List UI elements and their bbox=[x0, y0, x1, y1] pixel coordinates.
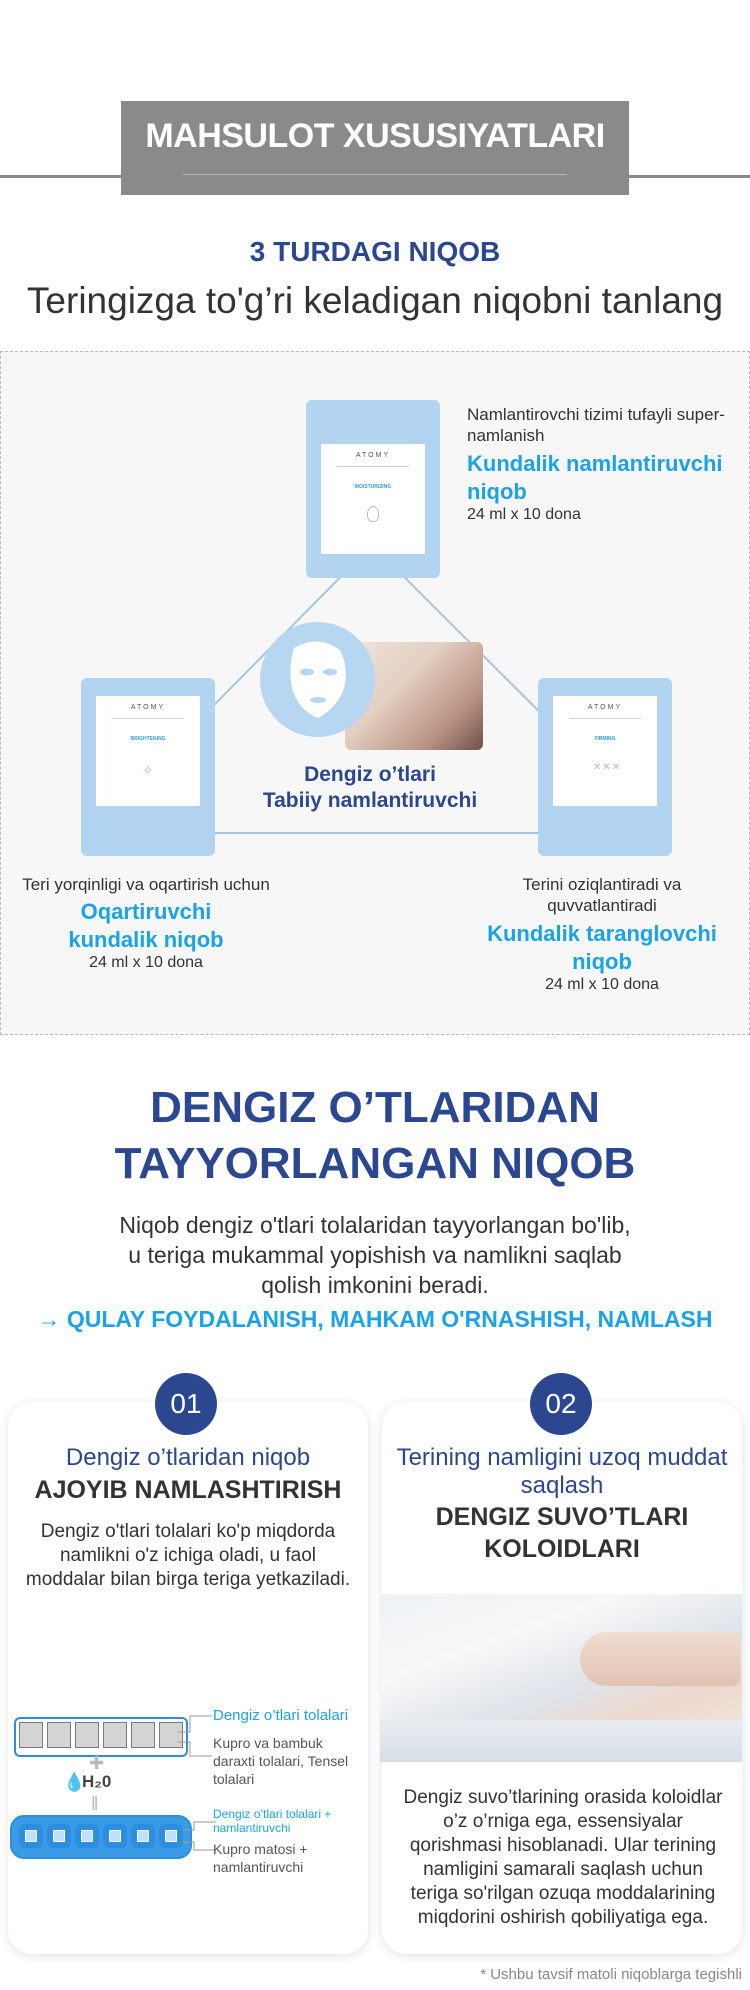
face-mask-icon bbox=[260, 622, 375, 737]
feature2-body: Dengiz suvo’tlarining orasida koloidlar o’z o’rniga ega, essensiyalar qorishmasi hisoblanadi. Ular terining namligini samarali saqlash uchun teriga so'rilgan ozuqa moddalarining miqdorini oshirish qobiliyatiga ega. bbox=[403, 1787, 723, 1928]
card-kind: BRIGHTENING bbox=[130, 736, 166, 742]
seaweed-fiber-strip bbox=[14, 1717, 188, 1757]
center-caption-line2: Tabiiy namlantiruvchi bbox=[262, 789, 478, 812]
brightening-mask-card bbox=[81, 678, 215, 856]
label-seaweed-fiber: Dengiz o’tlari tolalari bbox=[213, 1707, 349, 1724]
moisturizing-name: Kundalik namlantiruvchi niqob bbox=[467, 451, 723, 504]
label-cupro-moisturizer: Kupro matosi + namlantiruvchi bbox=[213, 1841, 308, 1875]
callout-lines-top bbox=[178, 1708, 214, 1764]
center-caption bbox=[215, 762, 525, 814]
feature-number-badge: 02 bbox=[530, 1373, 592, 1435]
lattice-icon: ✕✕✕ bbox=[593, 762, 622, 773]
brightening-name: Oqartiruvchi kundalik niqob bbox=[68, 899, 224, 952]
brightening-size: 24 ml x 10 dona bbox=[89, 954, 203, 971]
intro-title: Teringizga to'g’ri keladigan niqobni tanlang bbox=[26, 280, 724, 321]
equals-icon: ∥ bbox=[91, 1794, 98, 1810]
feature2-title: DENGIZ SUVO’TLARI KOLOIDLARI bbox=[435, 1503, 689, 1563]
moisturizing-mask-card bbox=[306, 400, 440, 578]
gel-texture-photo bbox=[380, 1594, 742, 1762]
firming-desc: Terini oziqlantiradi va quvvatlantiradi bbox=[522, 875, 682, 915]
seaweed-title: DENGIZ O’TLARIDAN TAYYORLANGAN NIQOB bbox=[114, 1083, 636, 1188]
label-cupro-bamboo: Kupro va bambuk daraxti tolalari, Tensel tolalari bbox=[213, 1735, 349, 1787]
intro-tag: 3 TURDAGI NIQOB bbox=[249, 236, 501, 267]
footnote: * Ushbu tavsif matoli niqoblarga tegishli bbox=[480, 1966, 742, 1983]
card-brand: ATOMY bbox=[355, 452, 391, 459]
moisturizing-size: 24 ml x 10 dona bbox=[467, 506, 581, 523]
moist-fiber-strip bbox=[10, 1815, 192, 1859]
feature1-body: Dengiz o'tlari tolalari ko'p miqdorda namlikni o'z ichiga oladi, u faol moddalar bilan birga teriga yetkaziladi. bbox=[25, 1521, 351, 1590]
brightening-desc: Teri yorqinligi va oqartirish uchun bbox=[22, 875, 270, 894]
water-label: H₂0 bbox=[82, 1772, 112, 1791]
card-kind: FIRMING bbox=[594, 736, 616, 742]
water-drop-icon: 💧 bbox=[63, 1772, 86, 1792]
feature-number-badge: 01 bbox=[155, 1373, 217, 1435]
feature2-subtitle: Terining namligini uzoq muddat saqlash bbox=[396, 1444, 728, 1499]
firming-name: Kundalik taranglovchi niqob bbox=[487, 921, 717, 974]
page-title: MAHSULOT XUSUSIYATLARI bbox=[145, 117, 605, 155]
feature1-subtitle: Dengiz o’tlaridan niqob bbox=[65, 1444, 311, 1471]
card-brand: ATOMY bbox=[130, 704, 166, 711]
drop-icon bbox=[367, 506, 379, 522]
gel-surface bbox=[380, 1720, 742, 1762]
finger-shape bbox=[580, 1632, 740, 1686]
seaweed-desc: Niqob dengiz o'tlari tolalaridan tayyorlangan bo'lib, u teriga mukammal yopishish va namlikni saqlab qolish imkonini beradi. bbox=[119, 1212, 631, 1298]
feature1-title: AJOYIB NAMLASHTIRISH bbox=[34, 1476, 342, 1504]
center-caption-line1: Dengiz o’tlari bbox=[304, 763, 436, 786]
plus-icon: ✚ bbox=[89, 1753, 105, 1773]
moisturizing-desc: Namlantirovchi tizimi tufayli super-namlanish bbox=[467, 405, 725, 445]
label-fiber-moisturizer: Dengiz o’tlari tolalari + namlantiruvchi bbox=[213, 1807, 332, 1835]
benefits-highlight: → QULAY FOYDALANISH, MAHKAM O'RNASHISH, NAMLASH bbox=[37, 1306, 713, 1332]
card-brand: ATOMY bbox=[587, 704, 623, 711]
firming-size: 24 ml x 10 dona bbox=[545, 976, 659, 993]
sparkle-icon: ✧ bbox=[142, 762, 154, 778]
card-kind: MOISTURIZING bbox=[354, 484, 392, 490]
firming-mask-card bbox=[538, 678, 672, 856]
